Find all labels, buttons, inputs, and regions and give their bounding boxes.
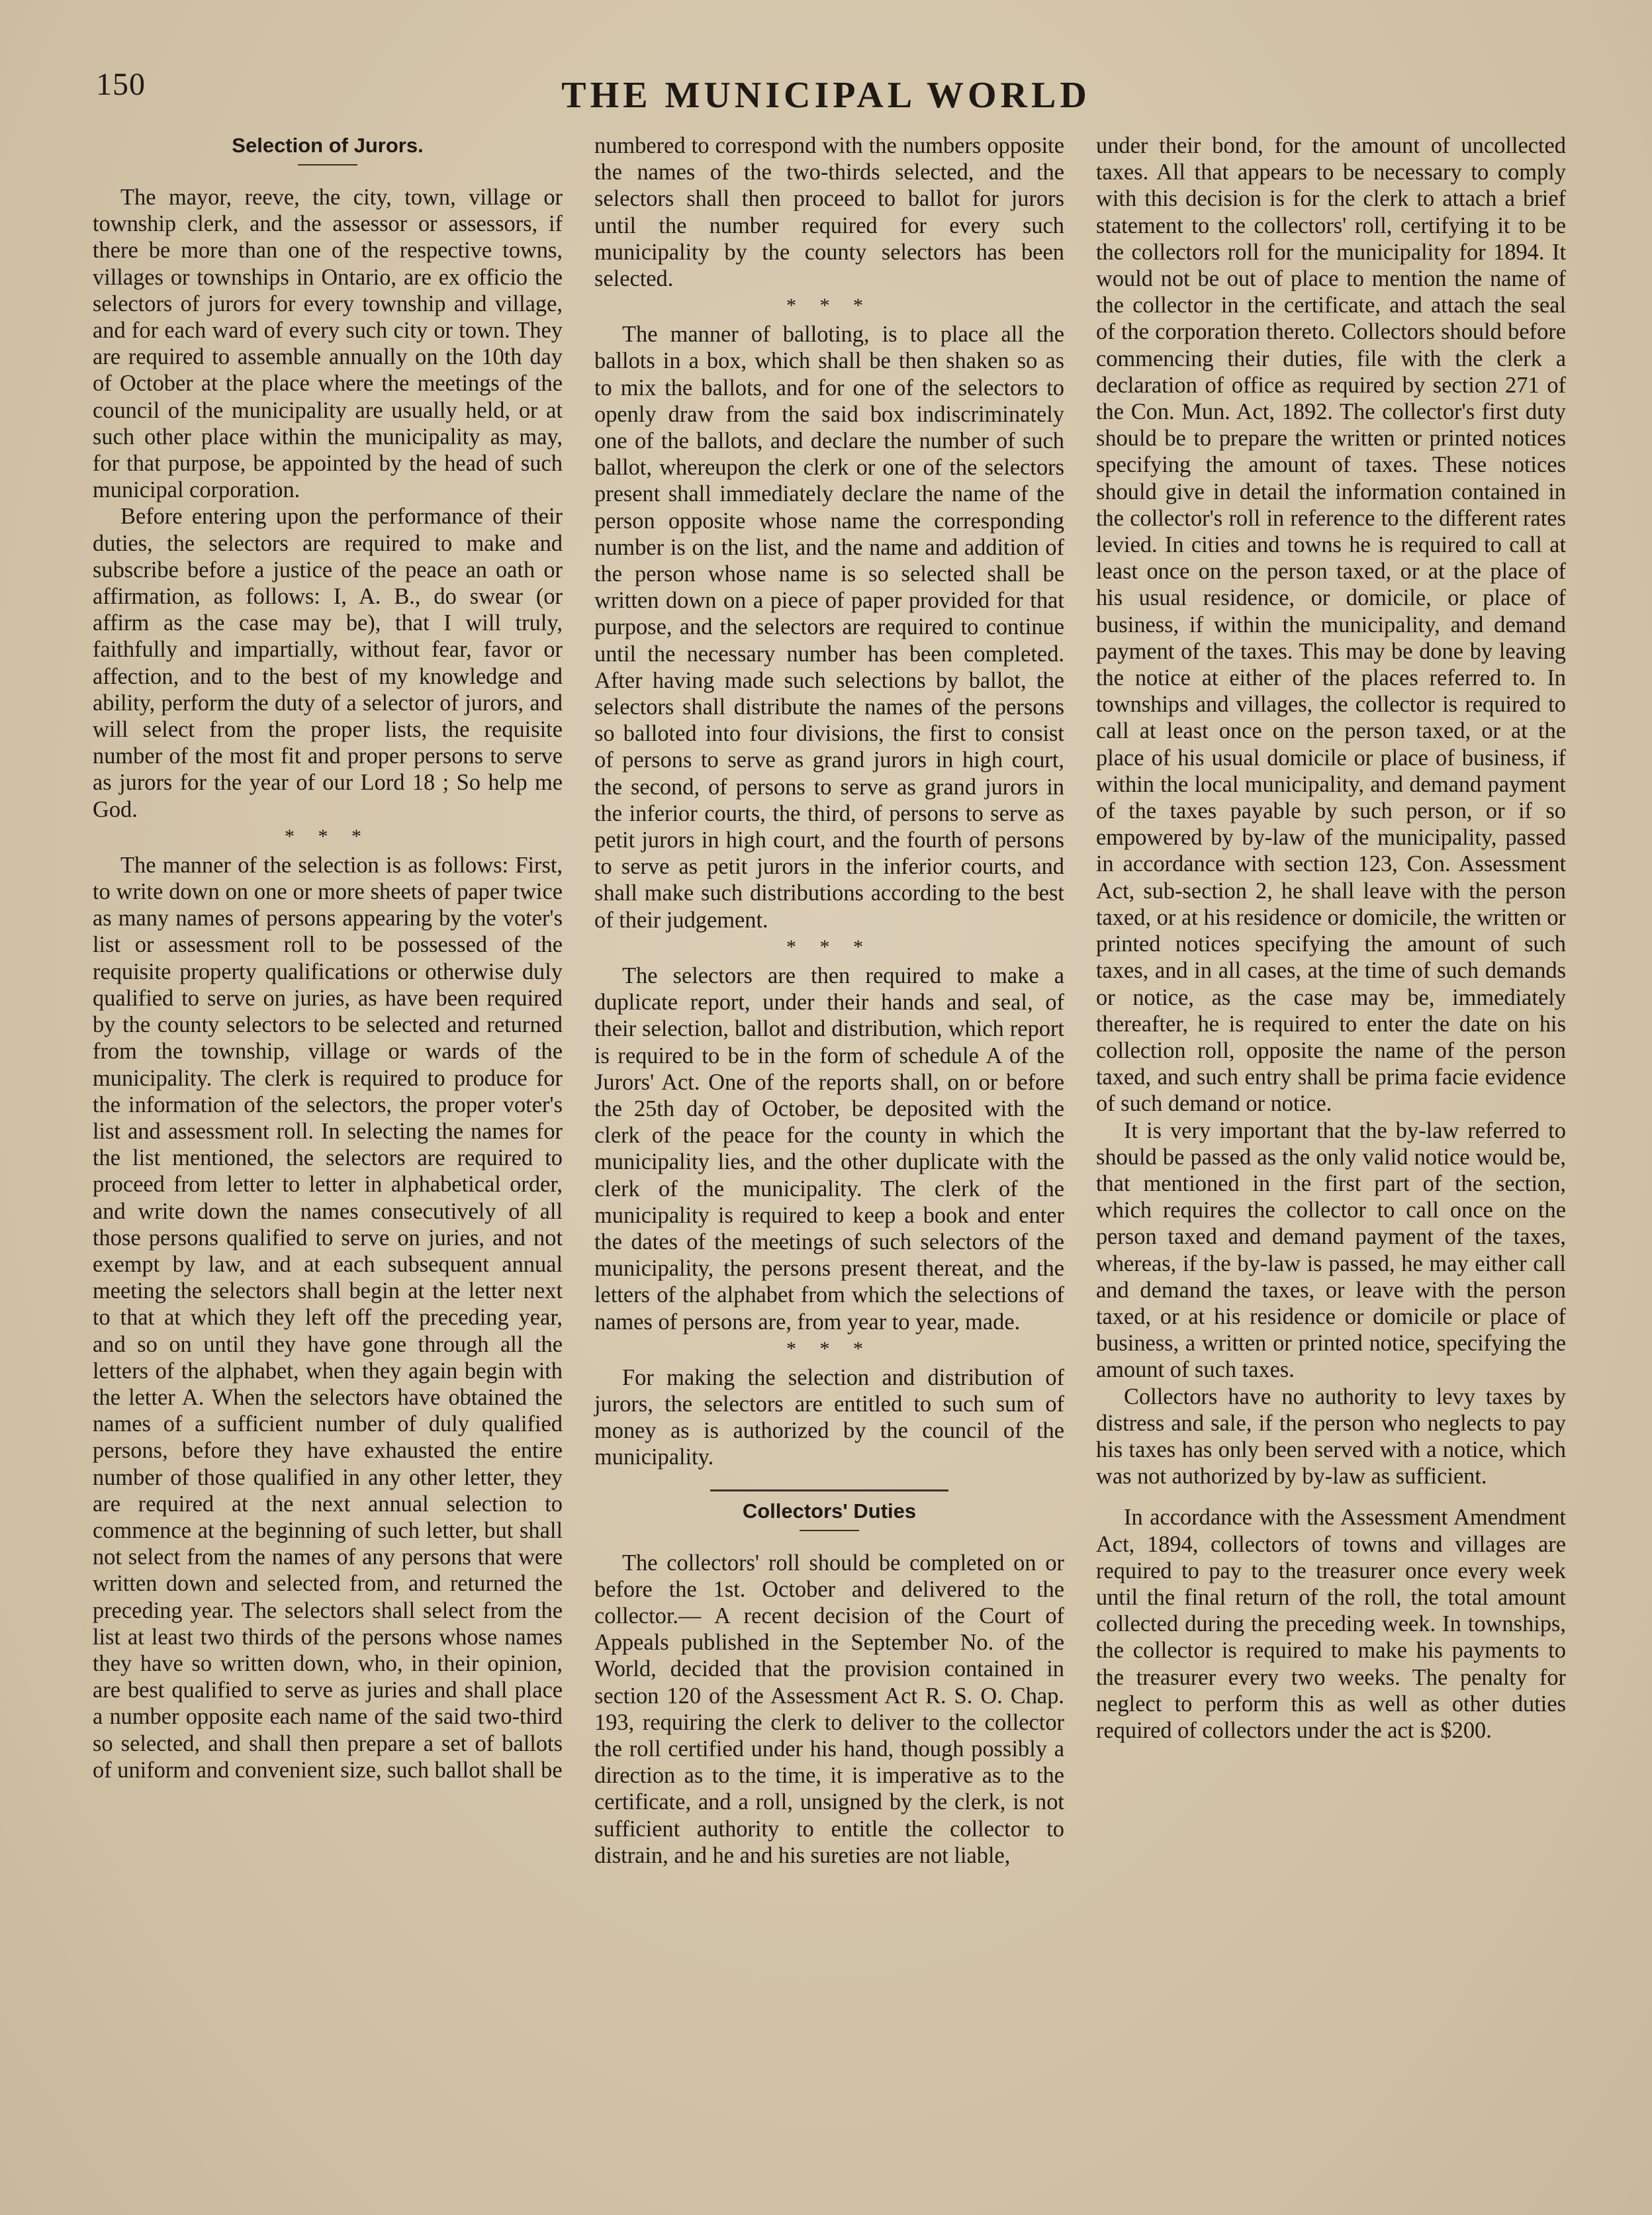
heading-divider xyxy=(800,1530,859,1531)
section-heading-jurors: Selection of Jurors. xyxy=(232,134,424,157)
paragraph: Collectors have no authority to levy taxes by distress and sale, if the person who neglects to pay his taxes has only been served with a notice, which was not authorized by by-law as sufficient. xyxy=(1096,1384,1566,1489)
paragraph-gap xyxy=(1096,1489,1566,1504)
paragraph: The selectors are then required to make a duplicate report, under their hands and seal, of their selection, ballot and distribution, which report is required to be in the form of schedule A of the Jurors' Act. One of the reports shall, on or before the 25th day of October, be deposited with the clerk of the peace for the county in which the municipality lies, and the other duplicate with the clerk of the municipality. The clerk of the municipality is required to keep a book and enter the dates of the meetings of such selectors of the municipality, the persons present thereat, and the letters of the alphabet from which the selections of names of persons are, from year to year, made. xyxy=(594,963,1064,1335)
column-1 xyxy=(93,132,563,1783)
section-divider xyxy=(710,1489,948,1491)
section-stars: * * * xyxy=(786,1337,872,1360)
section-heading-collectors: Collectors' Duties xyxy=(742,1499,917,1523)
paragraph: For making the selection and distribution of jurors, the selectors are entitled to such sum of money as is authorized by the council of the municipality. xyxy=(594,1364,1064,1470)
paragraph: under their bond, for the amount of uncollected taxes. All that appears to be necessary to comply with this decision is for the clerk to attach a brief statement to the collectors' roll, certifying it to be the collectors roll for the municipality for 1894. It would not be out of place to mention the name of the collector in the certificate, and attach the seal of the corporation thereto. Collectors should before commencing their duties, file with the clerk a declaration of office as required by section 271 of the Con. Mun. Act, 1892. The collector's first duty should be to prepare the written or printed notices specifying the amount of taxes. These notices should give in detail the information contained in the collector's roll in reference to the different rates levied. In cities and towns he is required to call at least once on the person taxed, or at the place of his usual residence, or domicile, or place of business, if within the municipality, and demand payment of the taxes. This may be done by leaving the notice at either of the places referred to. In townships and villages, the collector is required to call at least once on the person taxed, or at the place of his usual domicile or place of business, if within the local municipality, and demand payment of the taxes payable by such person, or if so empowered by by-law of the municipality, passed in accordance with section 123, Con. Assessment Act, sub-section 2, he shall leave with the person taxed, or at his residence or domicile, the written or printed notices specifying the amount of such taxes, and in all cases, at the time of such demands or notice, as the case may be, immediately thereafter, he is required to enter the date on his collection roll, opposite the name of the person taxed, and such entry shall be prima facie evidence of such demand or notice. xyxy=(1096,133,1566,1117)
section-stars: * * * xyxy=(786,295,872,317)
page-number: 150 xyxy=(96,67,146,102)
paragraph: It is very important that the by-law referred to should be passed as the only valid notice would be, that mentioned in the first part of the section, which requires the collector to call once on the person taxed and demand payment of the taxes, whereas, if the by-law is passed, he may either call and demand the taxes, or leave with the person taxed, or at his residence or domicile or place of business, a written or printed notice, specifying the amount of such taxes. xyxy=(1096,1117,1566,1383)
paragraph: numbered to correspond with the numbers opposite the names of the two-thirds selected, and the selectors shall then proceed to ballot for jurors until the number required for every such municipality by the county selectors has been selected. xyxy=(594,133,1064,292)
section-stars: * * * xyxy=(786,935,872,958)
paragraph: The mayor, reeve, the city, town, village or township clerk, and the assessor or assessors, if there be more than one of the respective towns, villages or townships in Ontario, are ex officio the selectors of jurors for every township and village, and for each ward of every such city or town. They are required to assemble annually on the 10th day of October at the place where the meetings of the council of the municipality are usually held, or at such other place within the municipality as may, for that purpose, be appointed by the head of such municipal corporation. xyxy=(93,185,563,503)
paragraph: Before entering upon the performance of their duties, the selectors are required to make and subscribe before a justice of the peace an oath or affirmation, as follows: I, A. B., do swear (or affirm as the case may be), that I will truly, faithfully and impartially, without fear, favor or affection, and to the best of my knowledge and ability, perform the duty of a selector of jurors, and will select from the proper lists, the requisite number of the most fit and proper persons to serve as jurors for the year of our Lord 18 ; So help me God. xyxy=(93,504,563,822)
paragraph: In accordance with the Assessment Amendment Act, 1894, collectors of towns and villages are required to pay to the treasurer once every week until the final return of the roll, the total amount collected during the preceding week. In townships, the collector is required to make his payments to the treasurer every two weeks. The penalty for neglect to perform this as well as other duties required of collectors under the act is $200. xyxy=(1096,1505,1566,1743)
column-2 xyxy=(594,132,1064,1869)
heading-divider xyxy=(298,164,357,165)
section-stars: * * * xyxy=(285,825,371,847)
paragraph: The manner of balloting, is to place all the ballots in a box, which shall be then shaken so as to mix the ballots, and for one of the selectors to openly draw from the said box indiscriminately one of the ballots, and declare the number of such ballot, whereupon the clerk or one of the selectors present shall immediately declare the name of the person opposite whose name the corresponding number is on the list, and the name and addition of the person whose name is so selected shall be written down on a piece of paper provided for that purpose, and the selectors are required to continue until the necessary number has been completed. After having made such selections by ballot, the selectors shall distribute the names of the persons so balloted into four divisions, the first to consist of persons to serve as grand jurors in high court, the second, of persons to serve as grand jurors in the inferior courts, the third, of persons to serve as petit jurors in high court, and the fourth of persons to serve as petit jurors in the inferior courts, and shall make such distributions according to the best of their judgement. xyxy=(594,322,1064,933)
paragraph: The collectors' roll should be completed on or before the 1st. October and delivered to the collector.— A recent decision of the Court of Appeals published in the September No. of the World, decided that the provision contained in section 120 of the Assessment Act R. S. O. Chap. 193, requiring the clerk to deliver to the collector the roll certified under his hand, though possibly a direction as to the time, it is imperative as to the certificate, and a roll, unsigned by the clerk, is not sufficient authority to entitle the collector to distrain, and he and his sureties are not liable, xyxy=(594,1550,1064,1868)
column-3 xyxy=(1096,132,1566,1744)
paragraph: The manner of the selection is as follows: First, to write down on one or more sheets of paper twice as many names of persons appearing by the voter's list or assessment roll to be possessed of the requisite property qualifications or otherwise duly qualified to serve on juries, as have been required by the county selectors to be selected and returned from the township, village or wards of the municipality. The clerk is required to produce for the information of the selectors, the proper voter's list and assessment roll. In selecting the names for the list mentioned, the selectors are required to proceed from letter to letter in alphabetical order, and write down the names consecutively of all those persons qualified to serve on juries, and not exempt by law, and at each subsequent annual meeting the selectors shall begin at the letter next to that at which they left off the preceding year, and so on until they have gone through all the letters of the alphabet, when they again begin with the letter A. When the selectors have obtained the names of a sufficient number of duly qualified persons, before they have exhausted the entire number of those qualified in any other letter, they are required at the next annual selection to commence at the beginning of such letter, but shall not select from the names of any persons that were written down and selected from, and returned the preceding year. The selectors shall select from the list at least two thirds of the persons whose names they have so written down, who, in their opinion, are best qualified to serve as juries and shall place a number opposite each name of the said two-third so selected, and shall then prepare a set of ballots of uniform and convenient size, such ballot shall be xyxy=(93,852,563,1783)
masthead-title: THE MUNICIPAL WORLD xyxy=(561,75,1091,116)
